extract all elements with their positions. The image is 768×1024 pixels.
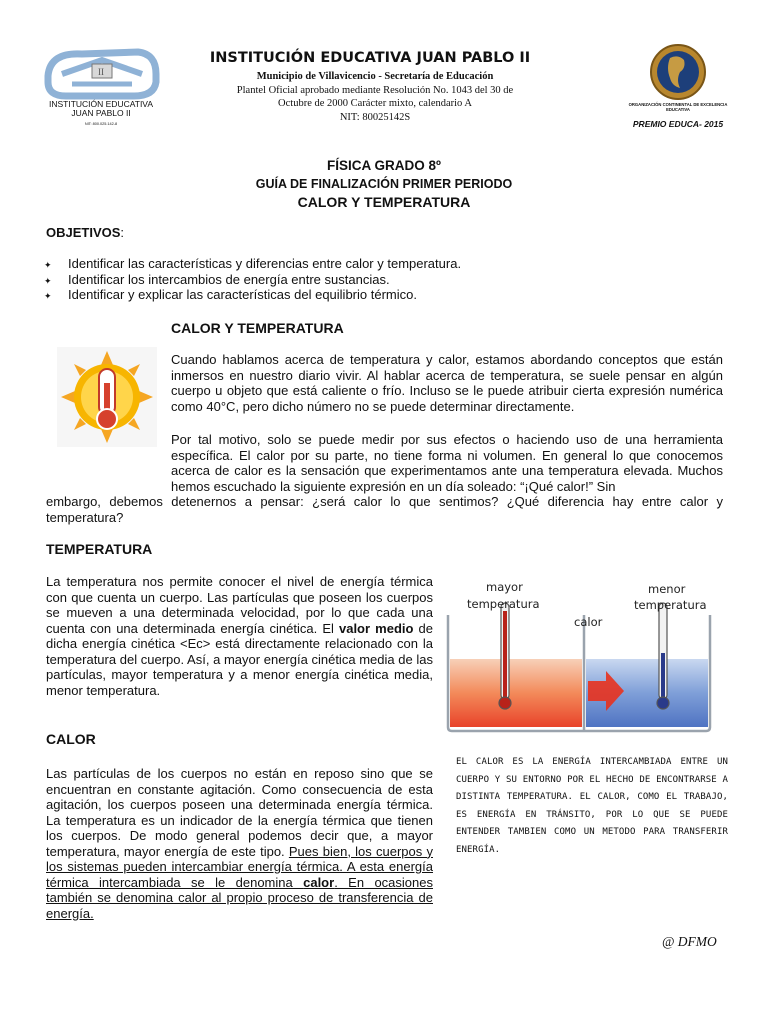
hot-liquid <box>450 659 582 727</box>
course-title: FÍSICA GRADO 8º <box>327 158 441 173</box>
author-signature: @ DFMO <box>662 934 717 949</box>
list-item: ✦ Identificar los intercambios de energía entre sustancias. <box>44 272 461 288</box>
thermometer-sun-image <box>57 347 157 447</box>
list-item: ✦ Identificar y explicar las características del equilibrio térmico. <box>44 287 461 303</box>
logo-school-name: INSTITUCIÓN EDUCATIVA <box>48 99 154 109</box>
label-temperatura-hot: temperatura <box>467 597 540 611</box>
guide-title: GUÍA DE FINALIZACIÓN PRIMER PERIODO <box>255 177 513 191</box>
municipality-line: Municipio de Villavicencio - Secretaría de Educación <box>256 71 494 82</box>
award-name: PREMIO EDUCA- 2015 <box>632 119 724 129</box>
calor-temp-paragraph-1: Cuando hablamos acerca de temperatura y calor, estamos abordando conceptos que están inmersos en nuestro diario vivir. Al hablar acerca de temperatura, se suele pensar en algún cuerpo u objeto que está caliente o frío. Incluso se le puede atribuir cierta expresión numérica como 40°C, pero dicho número no se puede determinar directamente. <box>171 352 723 414</box>
bullet-icon: ✦ <box>44 291 52 301</box>
thermometer-sun-icon <box>57 347 157 447</box>
date-line: Octubre de 2000 Carácter mixto, calendario A <box>278 98 472 109</box>
calor-paragraph: Las partículas de los cuerpos no están en reposo sino que se encuentran en constante agitación. Como consecuencia de esta agitación, los cuerpos poseen una determinada energía térmica. La temperatura es un indicador de la energía térmica que tienen los cuerpos. De modo general podemos decir que, a mayor temperatura, mayor energía de este tipo. Pues bien, los cuerpos y los sistemas pueden intercambiar energía térmica. A esta energía térmica intercambiada se le denomina calor. En ocasiones también se denomina calor al propio proceso de transferencia de energía. <box>46 766 433 921</box>
institution-details <box>210 70 540 124</box>
institution-title: INSTITUCIÓN EDUCATIVA JUAN PABLO II <box>209 50 531 66</box>
svg-text:II: II <box>98 67 104 77</box>
school-logo <box>42 46 160 130</box>
section-heading-calor: CALOR <box>46 731 96 747</box>
label-temperatura-cold: temperatura <box>634 598 707 612</box>
objectives-list <box>44 256 461 303</box>
logo-school-name2: JUAN PABLO II <box>71 108 131 118</box>
calor-temp-paragraph-2b: embargo, debemos detenernos a pensar: ¿será calor lo que sentimos? ¿Qué diferencia hay entre calor y temperatura? <box>46 494 723 525</box>
temperatura-paragraph: La temperatura nos permite conocer el nivel de energía térmica con que cuenta un cuerpo. Las partículas que poseen los cuerpos se mueven a una determinada velocidad, por lo que cada una cuenta con una determinada energía cinética. El valor medio de dicha energía cinética <Ec> está directamente relacionado con la temperatura del cuerpo. Así, a mayor energía cinética media de las partículas, mayor temperatura y a menor energía cinética media, menor temperatura. <box>46 574 433 698</box>
logo-nit: NIT: 800.025.142-8 <box>84 122 118 126</box>
bullet-icon: ✦ <box>44 275 52 286</box>
nit-line: NIT: 80025142S <box>339 111 411 123</box>
school-emblem-icon <box>42 46 160 102</box>
beakers-diagram <box>438 575 720 743</box>
objectives-heading: OBJETIVOS: <box>46 225 125 240</box>
calor-temp-paragraph-2a: Por tal motivo, solo se puede medir por sus efectos o haciendo uso de una herramienta específica. El calor por su parte, no tiene forma ni volumen. En general lo que conocemos acerca de calor es la sensación que experimentamos ante una temperatura elevada. Muchos hemos escuchado la siguiente expresión en un día soleado: “¡Qué calor!” Sin <box>171 432 723 494</box>
bullet-icon: ✦ <box>44 260 52 270</box>
award-organization: ORGANIZACIÓN CONTINENTAL DE EXCELENCIA EDUCATIVA <box>628 102 728 112</box>
figure-caption: EL CALOR ES LA ENERGÍA INTERCAMBIADA ENTRE UN CUERPO Y SU ENTORNO POR EL HECHO DE ENCONTRARSE A DISTINTA TEMPERATURA. EL CALOR, COMO EL TRABAJO, ES ENERGÍA EN TRÁNSITO, POR LO QUE SE PUEDE ENTENDER TAMBIEN COMO UN METODO PARA TRANSFERIR ENERGÍA. <box>456 757 728 855</box>
award-logo <box>626 42 730 134</box>
label-mayor: mayor <box>486 580 523 594</box>
globe-award-icon <box>626 42 730 102</box>
section-heading-calor-temperatura: CALOR Y TEMPERATURA <box>171 320 344 336</box>
topic-title: CALOR Y TEMPERATURA <box>297 194 471 210</box>
resolution-line: Plantel Oficial aprobado mediante Resolución No. 1043 del 30 de <box>236 84 514 96</box>
list-item: ✦ Identificar las características y diferencias entre calor y temperatura. <box>44 256 461 272</box>
section-heading-temperatura: TEMPERATURA <box>46 541 153 557</box>
heat-transfer-figure <box>438 575 720 743</box>
label-calor: calor <box>574 615 603 629</box>
label-menor: menor <box>648 582 686 596</box>
